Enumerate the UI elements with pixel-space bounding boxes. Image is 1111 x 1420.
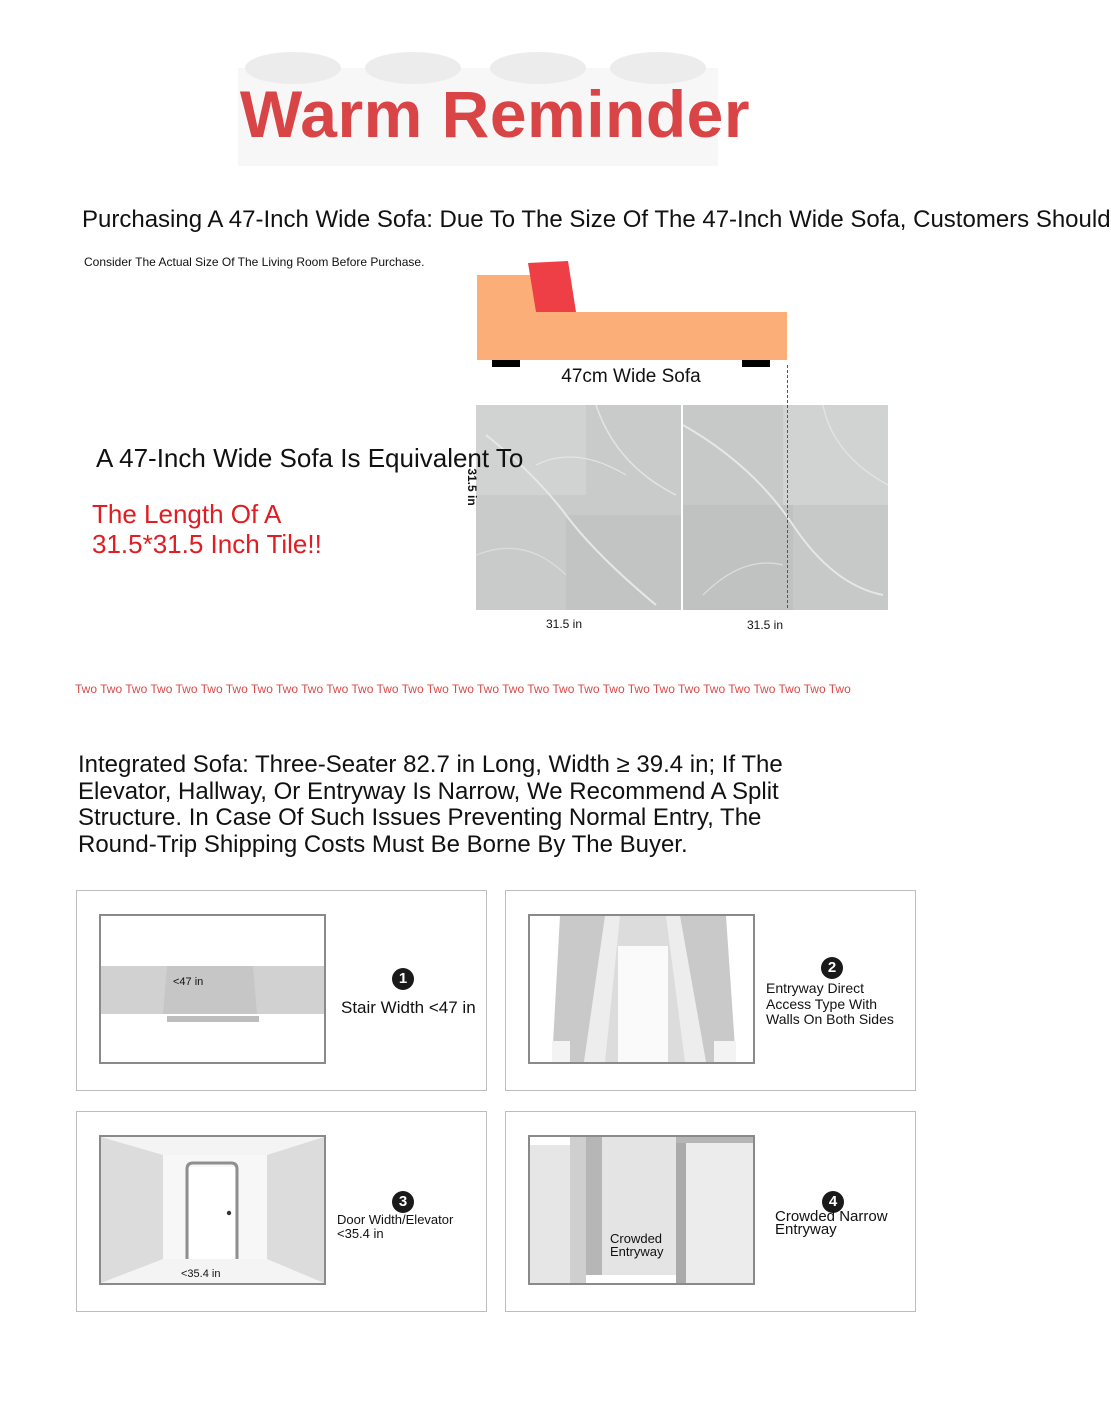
scenario-card-stair-width <box>76 890 487 1091</box>
tile-width-label-right: 31.5 in <box>746 618 784 632</box>
door-illustration <box>99 1135 326 1285</box>
sofa-illustration <box>470 255 800 370</box>
equivalence-highlight-line1: The Length Of A <box>92 499 282 529</box>
intro-subtext: Consider The Actual Size Of The Living Room Before Purchase. <box>84 255 425 269</box>
equivalence-highlight-line2: 31.5*31.5 Inch Tile!! <box>92 529 322 559</box>
scenario-caption-4: Crowded Narrow Entryway <box>775 1208 888 1238</box>
step-number-badge-4: 4 <box>822 1191 844 1213</box>
scenario-card-entryway-walls <box>505 890 916 1091</box>
shipping-notice: Integrated Sofa: Three-Seater 82.7 in Long, Width ≥ 39.4 in; If The Elevator, Hallway, Or Entryway Is Narrow, We Recommend A Split Structure. In Case Of Such Issues Preventing Normal Entry, The Round-Trip Shipping Costs Must Be Borne By The Buyer. <box>78 751 783 858</box>
stair-width-label: <47 in <box>173 976 204 988</box>
tile-width-label-left: 31.5 in <box>545 617 583 631</box>
measurement-dashed-line <box>787 365 788 608</box>
scenario-caption-3: Door Width/Elevator <35.4 in <box>337 1212 454 1241</box>
intro-heading: Purchasing A 47-Inch Wide Sofa: Due To The Size Of The 47-Inch Wide Sofa, Customers Should <box>82 206 1111 233</box>
tile-right <box>683 405 888 610</box>
step-number-badge-1: 1 <box>392 968 414 990</box>
sofa-label: 47cm Wide Sofa <box>561 366 701 387</box>
step-number-badge-2: 2 <box>821 957 843 979</box>
page-title: Warm Reminder <box>239 77 751 151</box>
scenario-caption-2: Entryway Direct Access Type With Walls On Both Sides <box>766 980 894 1027</box>
scenario-card-door-width <box>76 1111 487 1312</box>
hallway-illustration <box>528 914 755 1064</box>
tile-left <box>476 405 681 610</box>
repeated-placeholder-text: Two Two Two Two Two Two Two Two Two Two Two Two Two Two Two Two Two Two Two Two Two Two Two Two Two Two Two Two Two Two Two <box>75 682 851 696</box>
step-number-badge-3: 3 <box>392 1191 414 1213</box>
scenario-caption-1: Stair Width <47 in <box>341 998 476 1017</box>
tile-separator <box>681 405 683 610</box>
scenario-card-crowded-entryway <box>505 1111 916 1312</box>
door-width-label: <35.4 in <box>181 1268 221 1280</box>
crowded-entryway-illustration <box>528 1135 755 1285</box>
equivalence-heading: A 47-Inch Wide Sofa Is Equivalent To <box>96 443 524 473</box>
stair-illustration <box>99 914 326 1064</box>
tile-height-label: 31.5 in <box>465 468 479 506</box>
crowded-entryway-label: Crowded Entryway <box>610 1231 664 1259</box>
